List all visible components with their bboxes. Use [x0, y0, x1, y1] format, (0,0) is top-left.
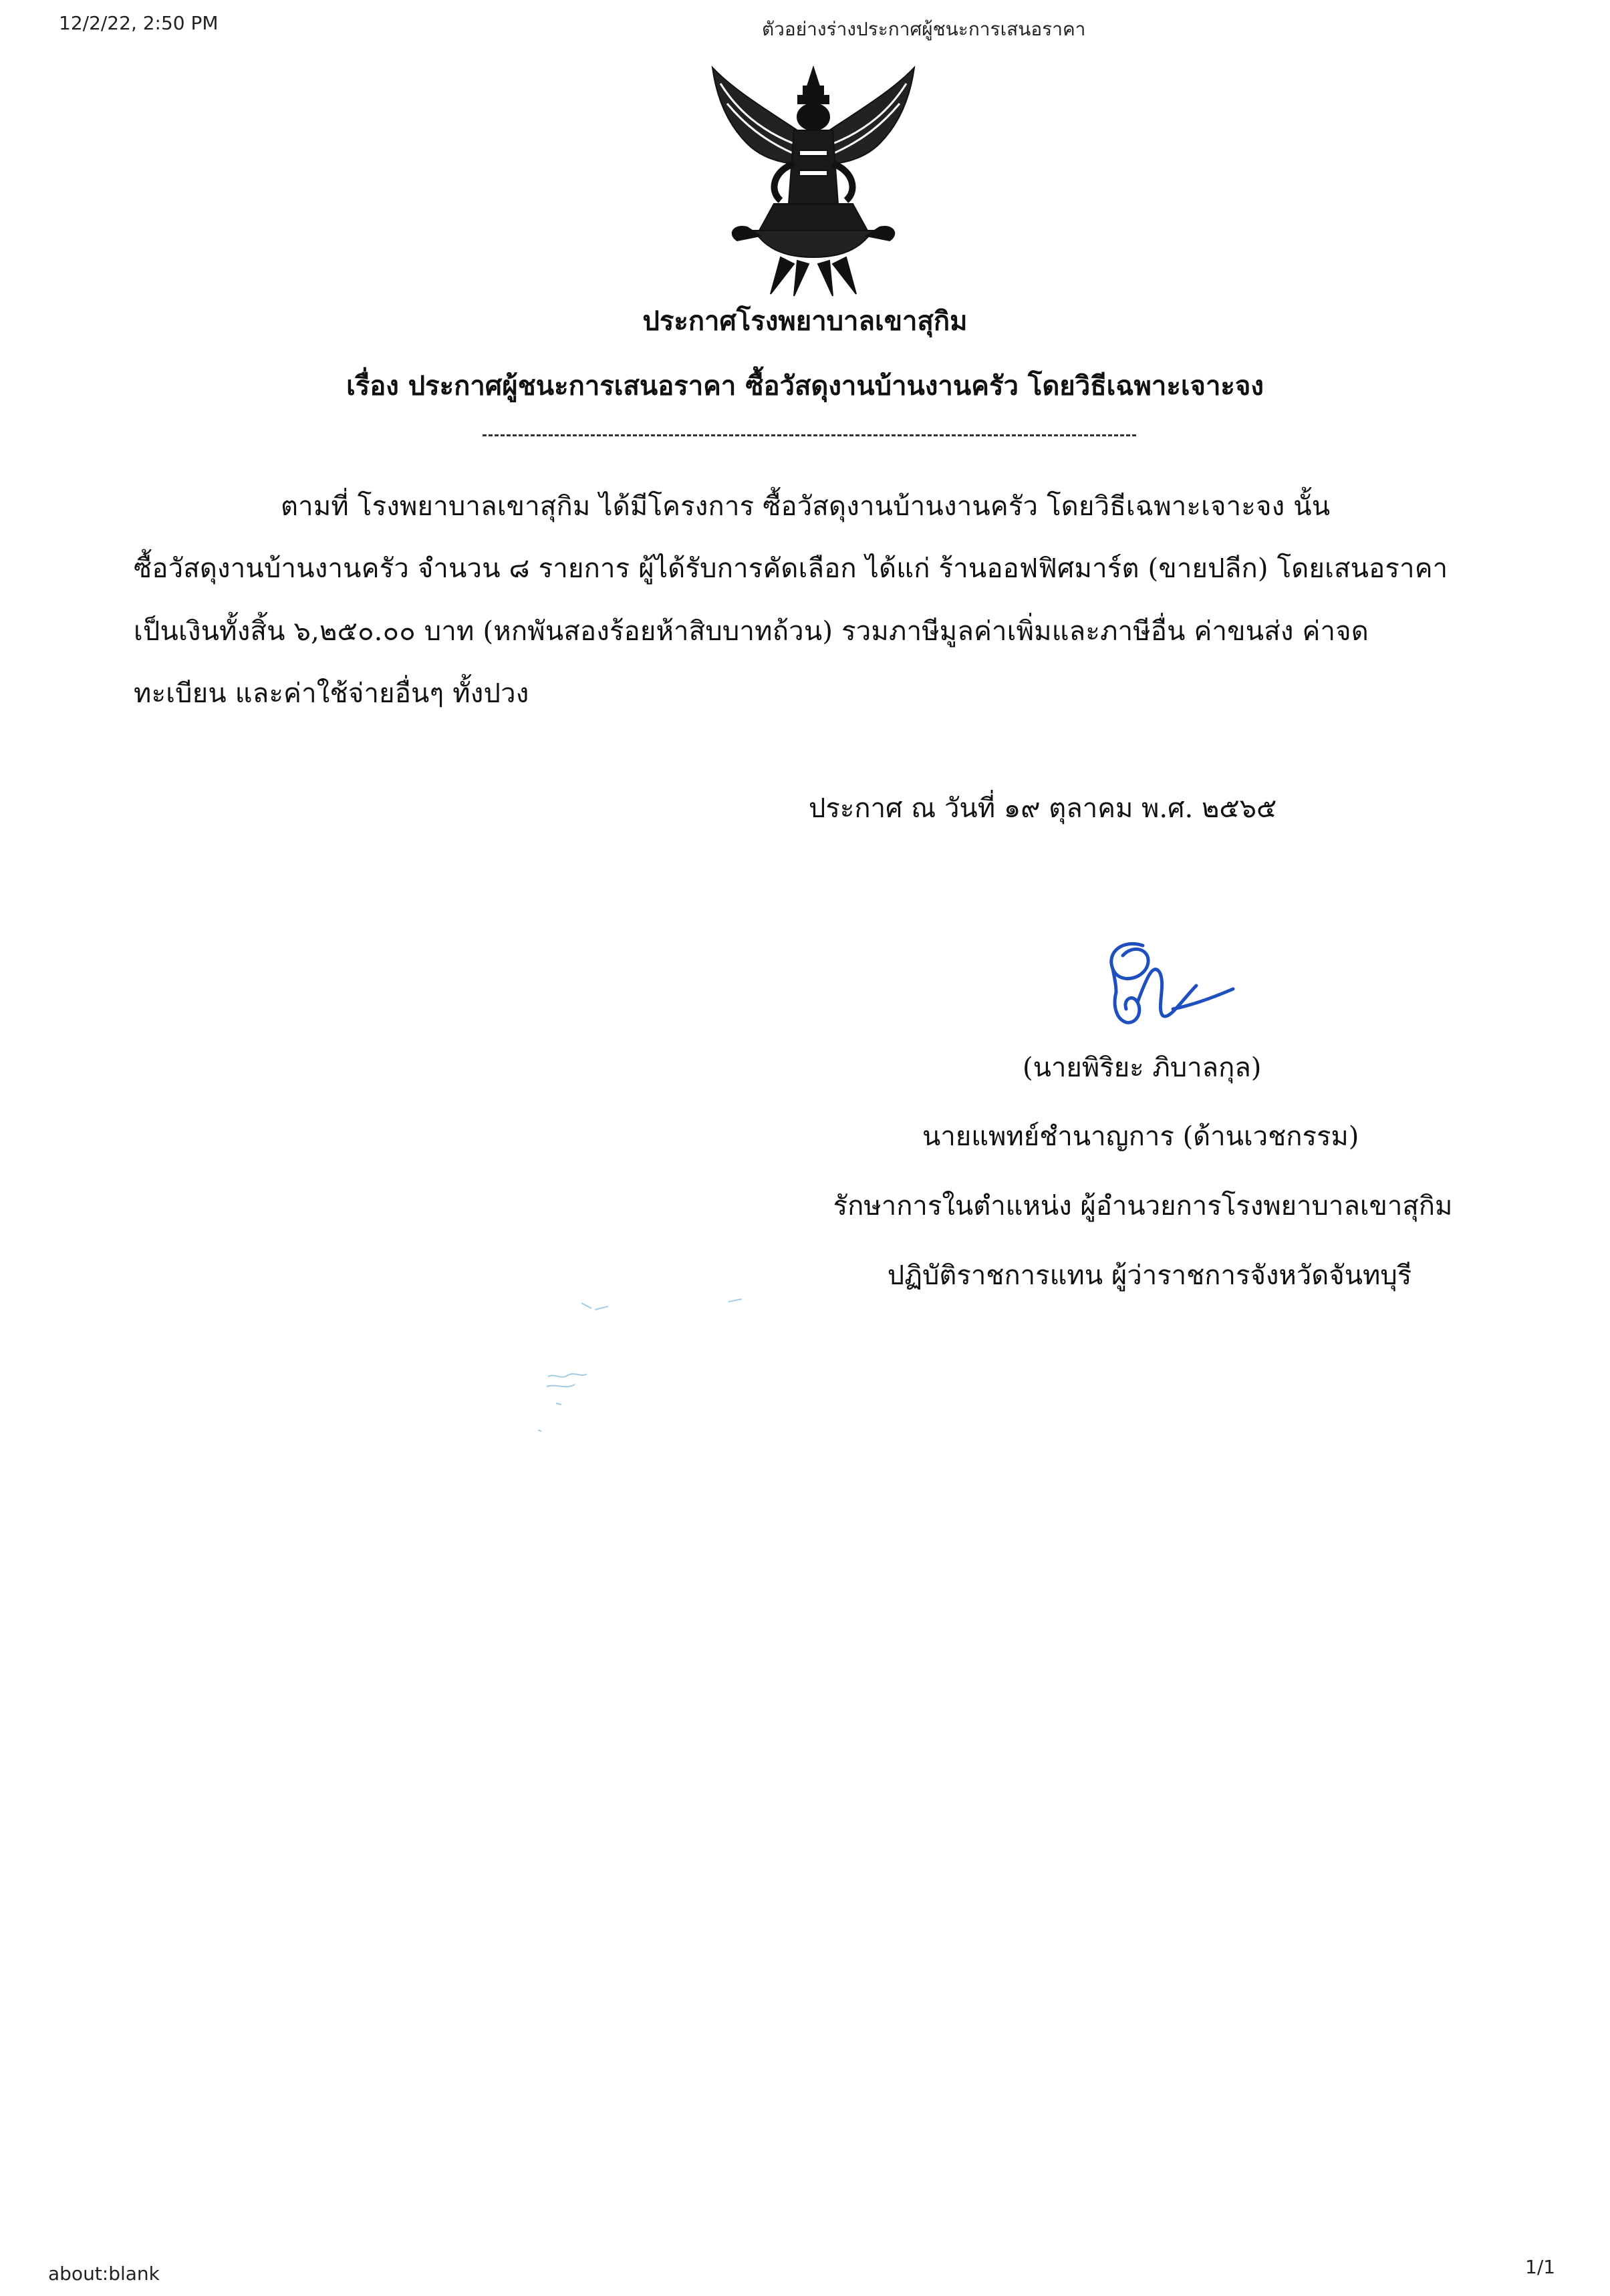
title-separator — [483, 434, 1136, 436]
body-line-4: ทะเบียน และค่าใช้จ่ายอื่นๆ ทั้งปวง — [134, 678, 529, 709]
garuda-emblem-icon — [707, 63, 920, 297]
body-line-2: ซื้อวัสดุงานบ้านงานครัว จำนวน ๘ รายการ ผู้ได้รับการคัดเลือก ได้แก่ ร้านออฟฟิศมาร์ต (ขายปลีก) โดยเสนอราคา — [134, 553, 1448, 584]
print-header-datetime: 12/2/22, 2:50 PM — [59, 12, 219, 34]
print-footer-url: about:blank — [48, 2263, 160, 2285]
signatory-name: (นายพิริยะ ภิบาลกุล) — [1023, 1052, 1262, 1083]
signatory-on-behalf: ปฏิบัติราชการแทน ผู้ว่าราชการจังหวัดจันทบุรี — [887, 1260, 1412, 1291]
announcement-date: ประกาศ ณ วันที่ ๑๙ ตุลาคม พ.ศ. ๒๕๖๕ — [809, 793, 1277, 824]
handwritten-signature — [1096, 932, 1236, 1032]
body-line-1: ตามที่ โรงพยาบาลเขาสุกิม ได้มีโครงการ ซื้อวัสดุงานบ้านงานครัว โดยวิธีเฉพาะเจาะจง นั้น — [281, 491, 1331, 522]
print-header-title: ตัวอย่างร่างประกาศผู้ชนะการเสนอราคา — [762, 18, 1086, 40]
document-title: ประกาศโรงพยาบาลเขาสุกิม — [642, 305, 968, 337]
body-line-3: เป็นเงินทั้งสิ้น ๖,๒๕๐.๐๐ บาท (หกพันสองร้อยห้าสิบบาทถ้วน) รวมภาษีมูลค่าเพิ่มและภาษีอื่น ค่าขนส่ง ค่าจด — [134, 616, 1369, 647]
signatory-position: นายแพทย์ชำนาญการ (ด้านเวชกรรม) — [922, 1121, 1359, 1152]
ink-smudge-marks — [508, 1290, 789, 1457]
signatory-acting-role: รักษาการในตำแหน่ง ผู้อำนวยการโรงพยาบาลเขาสุกิม — [833, 1191, 1453, 1222]
print-footer-page-number: 1/1 — [1525, 2256, 1556, 2278]
document-subject: เรื่อง ประกาศผู้ชนะการเสนอราคา ซื้อวัสดุงานบ้านงานครัว โดยวิธีเฉพาะเจาะจง — [346, 370, 1264, 402]
